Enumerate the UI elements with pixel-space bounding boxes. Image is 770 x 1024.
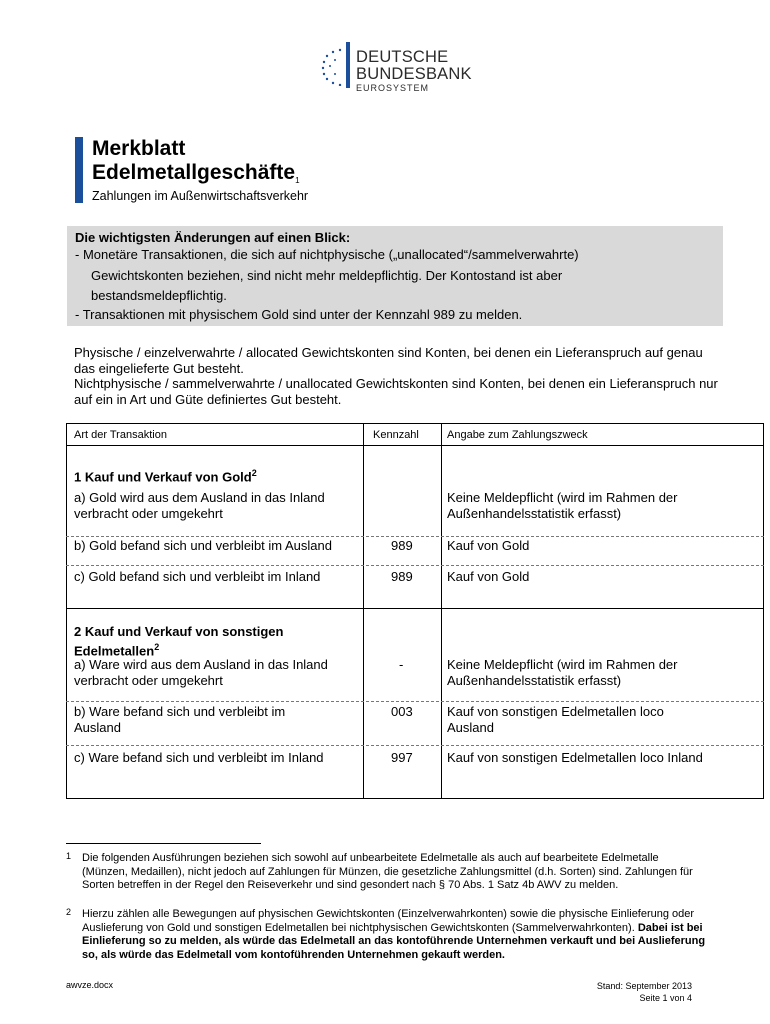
row-2a-zweck: Keine Meldepflicht (wird im Rahmen der Außenhandelsstatistik erfasst) [447,657,678,688]
table-section-rule [66,608,764,609]
footnote-1 [66,852,706,893]
row-2a-kennzahl: - [399,657,404,672]
row-1b-kennzahl: 989 [391,538,413,553]
intro-paragraph-1: Physische / einzelverwahrte / allocated Gewichtskonten sind Konten, bei denen ein Lieferanspruch auf genau das eingelieferte Gut besteht. [74,345,703,376]
table-row-divider [66,536,764,537]
changes-box [67,226,723,326]
section-2-title [74,624,354,658]
row-2a-art: a) Ware wird aus dem Ausland in das Inland verbracht oder umgekehrt [74,657,328,688]
table-col-divider-2 [441,423,442,799]
row-2b-kennzahl: 003 [391,704,413,719]
document-title-line1: Merkblatt [92,137,186,160]
transaction-table [66,423,764,799]
row-1c-kennzahl: 989 [391,569,413,584]
row-2c-kennzahl: 997 [391,750,413,765]
table-row-divider [66,745,764,746]
row-2b-zweck: Kauf von sonstigen Edelmetallen loco Ausland [447,704,664,735]
logo-text-bundesbank: BUNDESBANK [356,65,472,83]
footnote-2-number: 2 [66,907,72,917]
table-border-left [66,423,67,799]
table-row-divider [66,701,764,702]
change-item-1-line1: - Monetäre Transaktionen, die sich auf nichtphysische („unallocated“/sammelverwahrte) [75,247,579,262]
intro-paragraph-2: Nichtphysische / sammelverwahrte / unallocated Gewichtskonten sind Konten, bei denen ein Lieferanspruch nur auf ein in Art und Güte definiertes Gut besteht. [74,376,718,407]
row-1c-zweck: Kauf von Gold [447,569,530,584]
document-title-line2 [92,161,300,185]
row-1b-art: b) Gold befand sich und verbleibt im Ausland [74,538,332,553]
intro-text [74,345,724,407]
footer-stand: Stand: September 2013 [596,981,692,991]
footnote-2-text [66,908,706,962]
change-item-1-line2: Gewichtskonten beziehen, sind nicht mehr meldepflichtig. Der Kontostand ist aber [91,268,563,283]
changes-heading: Die wichtigsten Änderungen auf einen Blick: [75,230,351,245]
row-2c-zweck: Kauf von sonstigen Edelmetallen loco Inland [447,750,703,765]
table-border-top [66,423,764,424]
table-border-right [763,423,764,799]
table-col-divider-1 [363,423,364,799]
footer-filename: awvze.docx [66,980,114,990]
footnote-2-bold: Dabei ist bei Einlieferung so zu melden, als würde das Edelmetall an das kontoführende Unternehmen verkauft und bei Auslieferung so, als würde das Edelmetall vom kontoführenden Unternehmen gekauft werden. [82,921,706,961]
change-item-2: - Transaktionen mit physischem Gold sind unter der Kennzahl 989 zu melden. [75,307,523,322]
change-item-1-line3: bestandsmeldepflichtig. [91,288,227,303]
row-2c-art: c) Ware befand sich und verbleibt im Inland [74,750,324,765]
document-subtitle: Zahlungen im Außenwirtschaftsverkehr [92,189,309,203]
footnote-2 [66,908,706,962]
footnote-1-text: Die folgenden Ausführungen beziehen sich sowohl auf unbearbeitete Edelmetalle als auch auf bearbeitete Edelmetalle (Münzen, Medaillen), nicht jedoch auf Zahlungen für Münzen, die gesetzliche Zahlungsmittel (d.h. Sorten) sind. Zahlungen für Sorten betreffen in der Regel den Reiseverkehr und sind gesondert nach § 70 Abs. 1 Satz 4b AWV zu melden. [82,852,693,891]
table-header-rule [66,445,764,446]
table-border-bottom [66,798,764,799]
row-1c-art: c) Gold befand sich und verbleibt im Inland [74,569,321,584]
table-row [74,490,359,521]
section-1-footnote-ref[interactable]: 2 [251,468,257,478]
row-1a-art: a) Gold wird aus dem Ausland in das Inland verbracht oder umgekehrt [74,490,325,521]
section-2-title-text: 2 Kauf und Verkauf von sonstigen Edelmetallen [74,624,284,658]
logo-text-deutsche: DEUTSCHE [356,48,449,66]
footer-right [597,980,692,1004]
title-footnote-ref[interactable]: 1 [295,176,300,185]
footnote-1-number: 1 [66,851,72,861]
header-art: Art der Transaktion [74,429,167,441]
row-2b-art: b) Ware befand sich und verbleibt im Ausland [74,704,286,735]
logo-text-eurosystem: EUROSYSTEM [356,83,430,93]
logo-bar [346,42,350,88]
footnote-rule [66,843,261,844]
section-1-title-text: 1 Kauf und Verkauf von Gold [74,469,252,485]
header-zweck: Angabe zum Zahlungszweck [447,429,588,441]
footer-page-number: Seite 1 von 4 [639,993,692,1003]
table-row-divider [66,565,764,566]
row-1a-zweck: Keine Meldepflicht (wird im Rahmen der Außenhandelsstatistik erfasst) [447,490,678,521]
header-kennzahl: Kennzahl [373,429,419,441]
title-accent-bar [75,137,83,203]
bundesbank-logo [320,40,520,100]
section-1-title [74,466,359,485]
title-text: Edelmetallgeschäfte [92,161,296,184]
section-2-footnote-ref[interactable]: 2 [154,641,160,652]
row-1b-zweck: Kauf von Gold [447,538,530,553]
footnote-2-normal: Hierzu zählen alle Bewegungen auf physischen Gewichtskonten (Einzelverwahrkonten) sowie die physische Einlieferung oder Auslieferung von Gold und sonstigen Edelmetallen bei nichtphysischen Gewichtskonten (Sammelverwahrkonten). [82,908,695,934]
